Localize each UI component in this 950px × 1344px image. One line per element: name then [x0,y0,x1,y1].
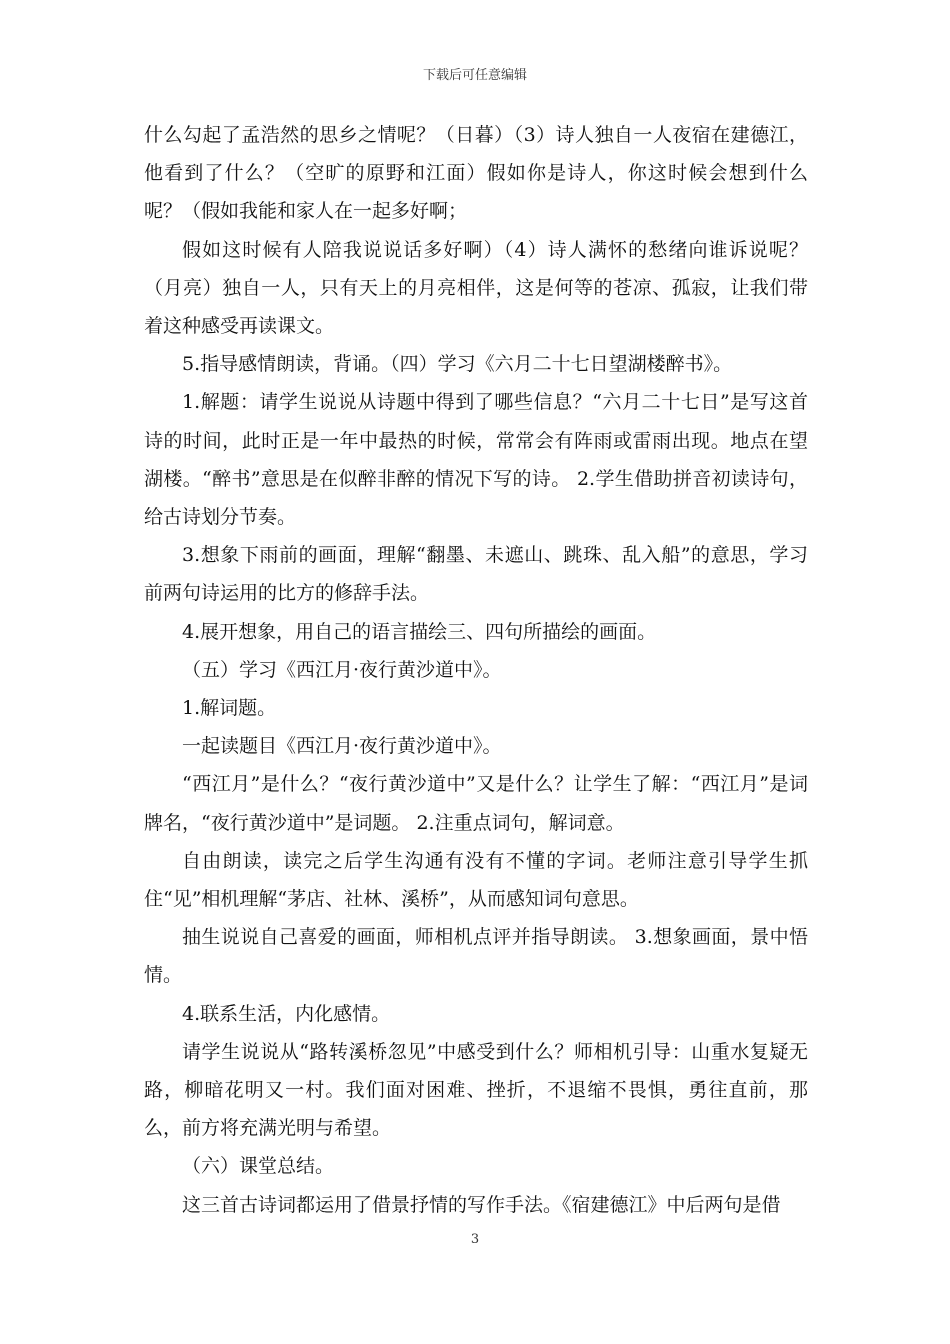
paragraph: 这三首古诗词都运用了借景抒情的写作手法。《宿建德江》中后两句是借 [182,1193,781,1216]
paragraph: 假如这时候有人陪我说说话多好啊）（4）诗人满怀的愁绪向谁诉说呢？（月亮）独自一人，只有天上的月亮相伴，这是何等的苍凉、孤寂，让我们带着这种感受再读课文。 [144,238,808,338]
paragraph: 抽生说说自己喜爱的画面，师相机点评并指导朗读。 3.想象画面，景中悟情。 [144,926,808,987]
paragraph: 4.展开想象，用自己的语言描绘三、四句所描绘的画面。 [182,620,657,643]
paragraph: 什么勾起了孟浩然的思乡之情呢？（日暮）（3）诗人独自一人夜宿在建德江，他看到了什么？（空旷的原野和江面）假如你是诗人，你这时候会想到什么呢？（假如我能和家人在一起多好啊； [144,124,808,223]
paragraph: 5.指导感情朗读，背诵。（四）学习《六月二十七日望湖楼醉书》。 [182,353,733,376]
paragraph: 1.解词题。 [182,697,277,720]
paragraph: “西江月”是什么？“夜行黄沙道中”又是什么？让学生了解：“西江月”是词牌名，“夜行黄沙道中”是词题。 2.注重点词句，解词意。 [144,773,808,834]
paragraph: 一起读题目《西江月·夜行黄沙道中》。 [182,735,502,758]
paragraph: 1.解题：请学生说说从诗题中得到了哪些信息？“六月二十七日”是写这首诗的时间，此时正是一年中最热的时候，常常会有阵雨或雷雨出现。地点在望湖楼。“醉书”意思是在似醉非醉的情况下写的诗。 2.学生借助拼音初读诗句，给古诗划分节奏。 [144,391,808,529]
page-header: 下载后可任意编辑 [422,68,527,83]
paragraph: （六）课堂总结。 [182,1155,335,1178]
paragraph: （五）学习《西江月·夜行黄沙道中》。 [182,658,502,681]
page-number: 3 [470,1232,480,1247]
paragraph: 3.想象下雨前的画面，理解“翻墨、未遮山、跳珠、乱入船”的意思，学习前两句诗运用的比方的修辞手法。 [144,544,808,605]
paragraph: 4.联系生活，内化感情。 [182,1002,391,1025]
paragraph: 自由朗读，读完之后学生沟通有没有不懂的字词。老师注意引导学生抓住“见”相机理解“茅店、社林、溪桥”，从而感知词句意思。 [144,849,808,911]
paragraph: 请学生说说从“路转溪桥忽见”中感受到什么？师相机引导：山重水复疑无路，柳暗花明又一村。我们面对困难、挫折，不退缩不畏惧，勇往直前，那么，前方将充满光明与希望。 [144,1040,808,1140]
document-body [144,116,808,1224]
